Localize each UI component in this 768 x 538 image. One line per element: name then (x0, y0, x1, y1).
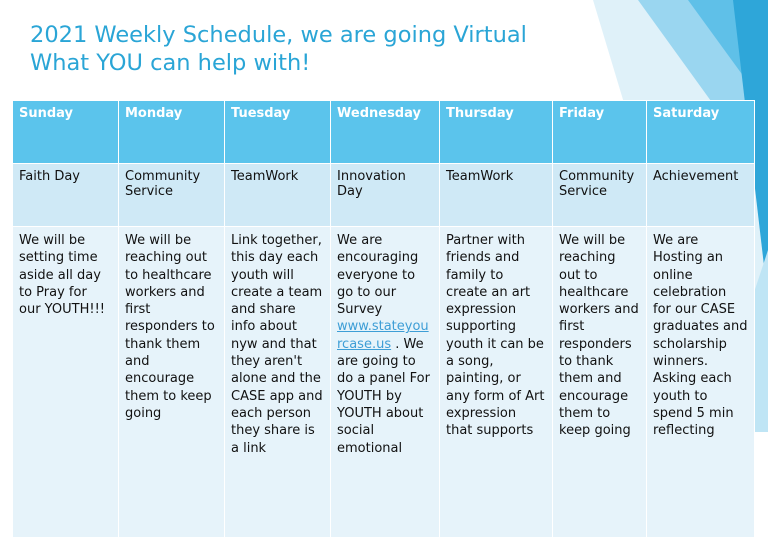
header-sunday: Sunday (13, 101, 119, 164)
theme-tuesday: TeamWork (225, 164, 331, 227)
header-thursday: Thursday (440, 101, 553, 164)
header-saturday: Saturday (647, 101, 755, 164)
header-wednesday: Wednesday (331, 101, 440, 164)
page-title (30, 21, 527, 77)
title-line-1: 2021 Weekly Schedule, we are going Virtual (30, 22, 527, 48)
theme-monday: Community Service (119, 164, 225, 227)
header-monday: Monday (119, 101, 225, 164)
description-wednesday (331, 227, 440, 538)
theme-sunday: Faith Day (13, 164, 119, 227)
description-wednesday-before: We are encouraging everyone to go to our Survey (337, 233, 419, 318)
table-header-row (13, 101, 755, 164)
description-row (13, 227, 755, 538)
description-monday: We will be reaching out to healthcare workers and first responders to thank them and encourage them to keep going (119, 227, 225, 538)
description-wednesday-after: . We are going to do a panel For YOUTH by YOUTH about social emotional (337, 336, 430, 456)
header-friday: Friday (553, 101, 647, 164)
description-thursday: Partner with friends and family to create an art expression supporting youth it can be a song, painting, or any form of Art expression that supports (440, 227, 553, 538)
theme-friday: Community Service (553, 164, 647, 227)
header-tuesday: Tuesday (225, 101, 331, 164)
description-saturday: We are Hosting an online celebration for our CASE graduates and scholarship winners. Asking each youth to spend 5 min reflecting (647, 227, 755, 538)
theme-thursday: TeamWork (440, 164, 553, 227)
description-friday: We will be reaching out to healthcare workers and first responders to thank them and encourage them to keep going (553, 227, 647, 538)
survey-link[interactable]: www.stateyourcase.us (337, 319, 429, 352)
weekly-schedule-table (12, 100, 755, 538)
theme-saturday: Achievement (647, 164, 755, 227)
description-sunday: We will be setting time aside all day to Pray for our YOUTH!!! (13, 227, 119, 538)
title-line-2: What YOU can help with! (30, 50, 311, 76)
theme-row (13, 164, 755, 227)
theme-wednesday: Innovation Day (331, 164, 440, 227)
description-tuesday: Link together, this day each youth will create a team and share info about nyw and that they aren't alone and the CASE app and each person they share is a link (225, 227, 331, 538)
